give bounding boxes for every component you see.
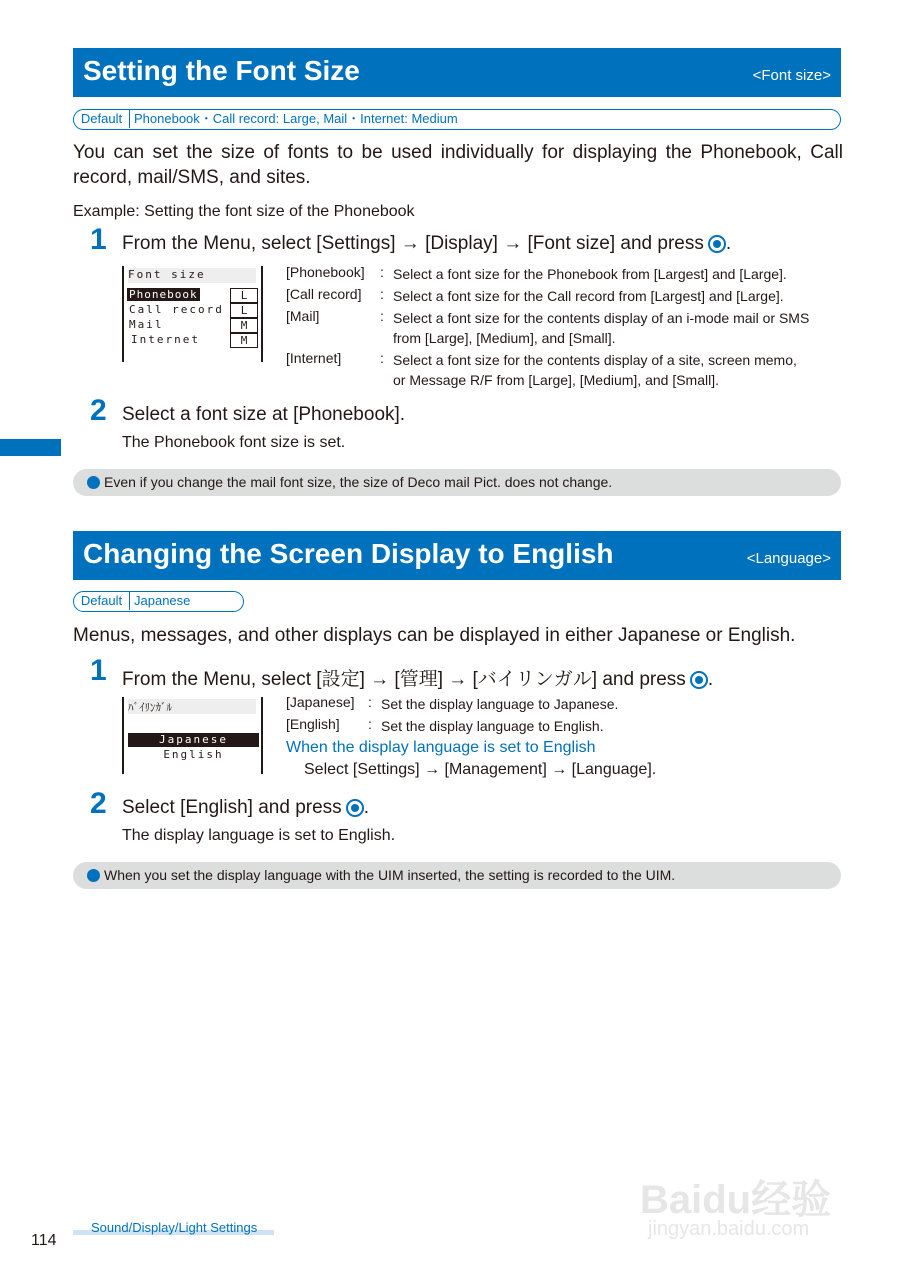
default-value: Japanese: [134, 593, 191, 608]
default-setting-box: [73, 591, 244, 612]
definition-row: [286, 716, 842, 736]
definition-key: [Call record]: [286, 286, 362, 302]
definition-row: [286, 286, 842, 306]
step-instruction: Select [English] and press .: [122, 797, 369, 818]
page-number: 114: [31, 1232, 57, 1249]
section-banner-language: [73, 531, 841, 580]
step-text: From the Menu, select [設定] → [管理] → [バイリンガル] and press: [122, 669, 686, 690]
screen-row-value: L: [230, 303, 258, 318]
phone-screen-font-size: [122, 266, 263, 362]
step-instruction: From the Menu, select [Settings] → [Display] → [Font size] and press .: [122, 233, 732, 254]
chapter-index-tab: [0, 439, 61, 456]
step-result: The Phonebook font size is set.: [122, 434, 346, 451]
screen-title: Font size: [128, 268, 256, 283]
definition-key: [Internet]: [286, 350, 342, 366]
hint-title: When the display language is set to English: [286, 739, 596, 756]
center-key-icon: [708, 235, 726, 253]
watermark-url: jingyan.baidu.com: [648, 1218, 810, 1240]
step-number: 1: [90, 654, 107, 687]
section-title: Setting the Font Size: [83, 55, 360, 86]
intro-text: You can set the size of fonts to be used individually for displaying the Phonebook, Call record, mail/SMS, and sites.: [73, 142, 843, 188]
hint-text: Select [Settings] → [Management] → [Language].: [304, 761, 657, 778]
section-tag: <Language>: [746, 550, 831, 567]
definition-row: [286, 264, 842, 284]
center-key-icon: [346, 799, 364, 817]
default-label: Default: [74, 592, 130, 610]
screen-row-label: Internet: [131, 333, 200, 346]
default-value: Phonebook・Call record: Large, Mail・Internet: Medium: [134, 111, 458, 126]
phone-screen-bilingual: [122, 697, 263, 774]
definition-desc-cont: or Message R/F from [Large], [Medium], and [Small].: [393, 372, 720, 388]
bullet-dot-icon: [87, 869, 100, 882]
definition-desc-cont: from [Large], [Medium], and [Small].: [393, 330, 616, 346]
screen-row-value: M: [230, 318, 258, 333]
screen-row-label: Phonebook: [129, 288, 198, 301]
definition-key: [Phonebook]: [286, 264, 365, 280]
center-key-icon: [690, 671, 708, 689]
definition-colon: :: [380, 264, 384, 280]
definition-desc: Set the display language to Japanese.: [381, 696, 619, 712]
note-text: Even if you change the mail font size, the size of Deco mail Pict. does not change.: [104, 474, 613, 490]
section-banner-font-size: [73, 48, 841, 97]
definition-row: [286, 350, 842, 390]
definition-key: [English]: [286, 716, 340, 732]
note-text: When you set the display language with the UIM inserted, the setting is recorded to the UIM.: [104, 867, 676, 883]
definition-row: [286, 308, 842, 348]
definition-key: [Japanese]: [286, 694, 355, 710]
definition-colon: :: [368, 716, 372, 732]
note-box: [73, 469, 841, 496]
screen-option: English: [163, 748, 224, 761]
definition-desc: Set the display language to English.: [381, 718, 604, 734]
definition-colon: :: [380, 350, 384, 366]
definition-desc: Select a font size for the contents display of an i-mode mail or SMS: [393, 310, 810, 326]
step-text: Select [English] and press: [122, 797, 342, 818]
section-title: Changing the Screen Display to English: [83, 538, 614, 569]
definition-row: [286, 694, 842, 714]
definition-colon: :: [380, 286, 384, 302]
screen-row-value: M: [230, 333, 258, 348]
step-number: 1: [90, 223, 107, 256]
intro-text: Menus, messages, and other displays can be displayed in either Japanese or English.: [73, 625, 796, 646]
screen-row-label: Call record: [129, 303, 224, 316]
section-tag: <Font size>: [752, 67, 831, 84]
bullet-dot-icon: [87, 476, 100, 489]
step-result: The display language is set to English.: [122, 827, 396, 844]
definition-colon: :: [368, 694, 372, 710]
note-box: [73, 862, 841, 889]
step-number: 2: [90, 394, 107, 427]
definition-desc: Select a font size for the Call record from [Largest] and [Large].: [393, 288, 784, 304]
step-text: From the Menu, select [Settings] → [Display] → [Font size] and press: [122, 233, 704, 254]
definition-desc: Select a font size for the Phonebook from [Largest] and [Large].: [393, 266, 787, 282]
chapter-name: Sound/Display/Light Settings: [91, 1220, 258, 1235]
screen-option-selected: Japanese: [128, 733, 259, 747]
screen-row-value: L: [230, 288, 258, 303]
watermark-brand: Baidu经验: [640, 1178, 832, 1222]
step-number: 2: [90, 787, 107, 820]
definition-key: [Mail]: [286, 308, 320, 324]
step-instruction: From the Menu, select [設定] → [管理] → [バイリンガル] and press .: [122, 669, 714, 690]
screen-title: ﾊﾞｲﾘﾝｶﾞﾙ: [128, 699, 256, 714]
step-instruction: Select a font size at [Phonebook].: [122, 404, 406, 425]
definition-colon: :: [380, 308, 384, 324]
default-label: Default: [74, 110, 130, 128]
default-setting-box: [73, 109, 841, 130]
screen-row-label: Mail: [129, 318, 164, 331]
example-text: Example: Setting the font size of the Phonebook: [73, 203, 415, 220]
definition-desc: Select a font size for the contents display of a site, screen memo,: [393, 352, 797, 368]
